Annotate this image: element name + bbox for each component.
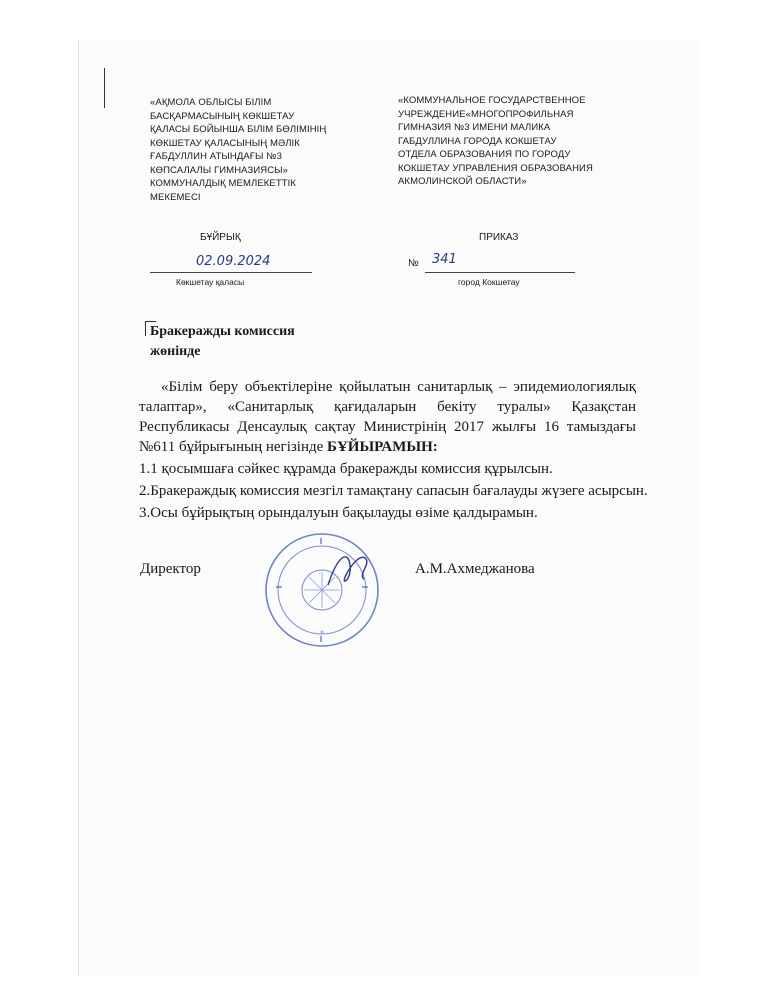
preamble-text: «Білім беру объектілеріне қойылатын санитарлық – эпидемиологиялық талаптар», «Санитарлық қағидаларын бекіту туралы» Қазақстан Республикасы Денсаулық сақтау Министрінің 2017 жылғы 16 тамыздағы №611 бұйрығының негізінде <box>139 379 636 455</box>
signer-name: А.М.Ахмеджанова <box>415 561 535 577</box>
handwritten-signature <box>318 545 378 595</box>
order-number: 341 <box>432 252 457 267</box>
header-right-line: «КОММУНАЛЬНОЕ ГОСУДАРСТВЕННОЕ <box>398 95 586 106</box>
header-right-ru <box>398 94 638 189</box>
order-preamble <box>139 377 636 457</box>
header-left-line: ҚАЛАСЫ БОЙЫНША БІЛІМ БӨЛІМІНІҢ <box>150 124 327 135</box>
subject-line-1: Бракеражды комиссия <box>150 324 295 339</box>
order-subject <box>150 322 295 362</box>
order-title-kz: БҰЙРЫҚ <box>200 232 241 243</box>
header-left-line: КОММУНАЛДЫҚ МЕМЛЕКЕТТІК <box>150 178 297 189</box>
subject-line-2: жөнінде <box>150 344 201 359</box>
header-left-line: МЕКЕМЕСІ <box>150 191 201 203</box>
order-word: БҰЙЫРАМЫН: <box>327 439 438 455</box>
margin-mark <box>104 68 105 108</box>
header-left-kz <box>150 96 390 204</box>
order-item: 3.Осы бұйрықтың орындалуын бақылауды өзіме қалдырамын. <box>139 505 538 521</box>
header-left-line: «АҚМОЛА ОБЛЫСЫ БІЛІМ <box>150 97 272 108</box>
order-date: 02.09.2024 <box>196 254 271 269</box>
place-ru: город Кокшетау <box>458 277 520 287</box>
header-right-line: ГАБДУЛЛИНА ГОРОДА КОКШЕТАУ <box>398 135 557 147</box>
place-kz: Көкшетау қаласы <box>176 277 245 287</box>
order-title-ru: ПРИКАЗ <box>479 232 519 243</box>
order-item: 1.1 қосымшаға сәйкес құрамда бракеражды комиссия құрылсын. <box>139 461 553 477</box>
header-left-line: ҒАБДУЛЛИН АТЫНДАҒЫ №3 <box>150 151 282 162</box>
header-left-line: КӨПСАЛАЛЫ ГИМНАЗИЯСЫ» <box>150 164 289 176</box>
header-right-line: ГИМНАЗИЯ №3 ИМЕНИ МАЛИКА <box>398 122 551 133</box>
signer-role: Директор <box>140 561 201 577</box>
svg-text:*: * <box>320 629 324 638</box>
header-right-line: УЧРЕЖДЕНИЕ«МНОГОПРОФИЛЬНАЯ <box>398 108 574 120</box>
header-left-line: БАСҚАРМАСЫНЫҢ КӨКШЕТАУ <box>150 110 295 122</box>
number-sign: № <box>408 258 419 269</box>
header-right-line: ОТДЕЛА ОБРАЗОВАНИЯ ПО ГОРОДУ <box>398 149 571 160</box>
order-items <box>139 458 659 524</box>
header-right-line: КОКШЕТАУ УПРАВЛЕНИЯ ОБРАЗОВАНИЯ <box>398 162 593 174</box>
header-left-line: КӨКШЕТАУ ҚАЛАСЫНЫҢ МӘЛІК <box>150 137 300 149</box>
order-item: 2.Бракераждық комиссия мезгіл тамақтану сапасын бағалауды жүзеге асырсын. <box>139 483 648 499</box>
header-right-line: АКМОЛИНСКОЙ ОБЛАСТИ» <box>398 176 527 187</box>
